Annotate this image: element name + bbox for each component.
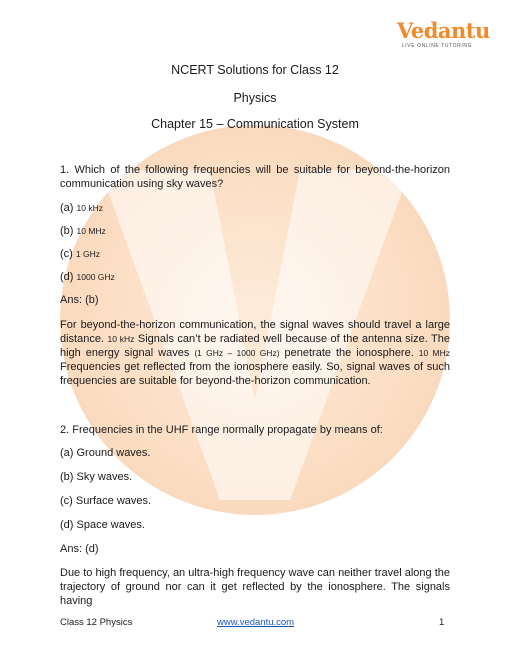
q2-explanation: Due to high frequency, an ultra-high frequency wave can neither travel along the trajectory of ground nor can it get reflected by the ionosphere. The signals having — [60, 567, 450, 607]
option-value: 10 MHz — [76, 226, 106, 236]
option-label: (b) — [60, 225, 74, 237]
q1-option-b — [60, 225, 106, 237]
logo-wordmark: Vedantu — [397, 18, 490, 43]
doc-title: NCERT Solutions for Class 12 — [171, 63, 339, 77]
option-value: 10 kHz — [76, 203, 103, 213]
freq-value: (1 GHz – 1000 GHz) — [194, 348, 280, 358]
freq-value: 10 MHz — [418, 348, 450, 358]
option-label: (a) — [60, 202, 74, 214]
text-run: Frequencies get reflected from the ionosphere easily. So, signal waves of such frequencies are suitable for beyond-the-horizon communication. — [60, 361, 450, 387]
q1-answer: Ans: (b) — [60, 294, 99, 306]
option-label: (c) — [60, 248, 73, 260]
freq-value: 10 kHz — [107, 334, 135, 344]
text-run: For beyond-the-horizon communication, the signal waves should travel a large distance. — [60, 319, 450, 345]
footer-course: Class 12 Physics — [60, 617, 133, 628]
q1-option-d — [60, 271, 115, 283]
q1-option-c — [60, 248, 100, 260]
q2-question: 2. Frequencies in the UHF range normally propagate by means of: — [60, 424, 383, 436]
q2-option-a: (a) Ground waves. — [60, 447, 151, 459]
q1-question: 1. Which of the following frequencies will be suitable for beyond-the-horizon communication using sky waves? — [60, 164, 450, 190]
footer-link[interactable] — [217, 617, 294, 628]
page-number: 1 — [439, 617, 445, 628]
logo-tagline: LIVE ONLINE TUTORING — [401, 43, 473, 49]
q2-answer: Ans: (d) — [60, 543, 99, 555]
q2-option-c: (c) Surface waves. — [60, 495, 152, 507]
website-link[interactable]: www.vedantu.com — [217, 617, 295, 628]
option-label: (d) — [60, 271, 74, 283]
vedantu-logo — [397, 18, 490, 49]
q1-option-a — [60, 202, 103, 214]
doc-subject: Physics — [233, 91, 277, 105]
q2-option-d: (d) Space waves. — [60, 519, 145, 531]
option-value: 1000 GHz — [76, 272, 115, 282]
doc-chapter: Chapter 15 – Communication System — [151, 117, 359, 131]
text-run: Signals can’t be radiated well because of the antenna size. The high energy signal waves — [60, 333, 451, 359]
option-value: 1 GHz — [75, 249, 100, 259]
q1-explanation — [60, 318, 450, 388]
text-run: penetrate the ionosphere. — [284, 347, 414, 359]
q2-option-b: (b) Sky waves. — [60, 471, 133, 483]
